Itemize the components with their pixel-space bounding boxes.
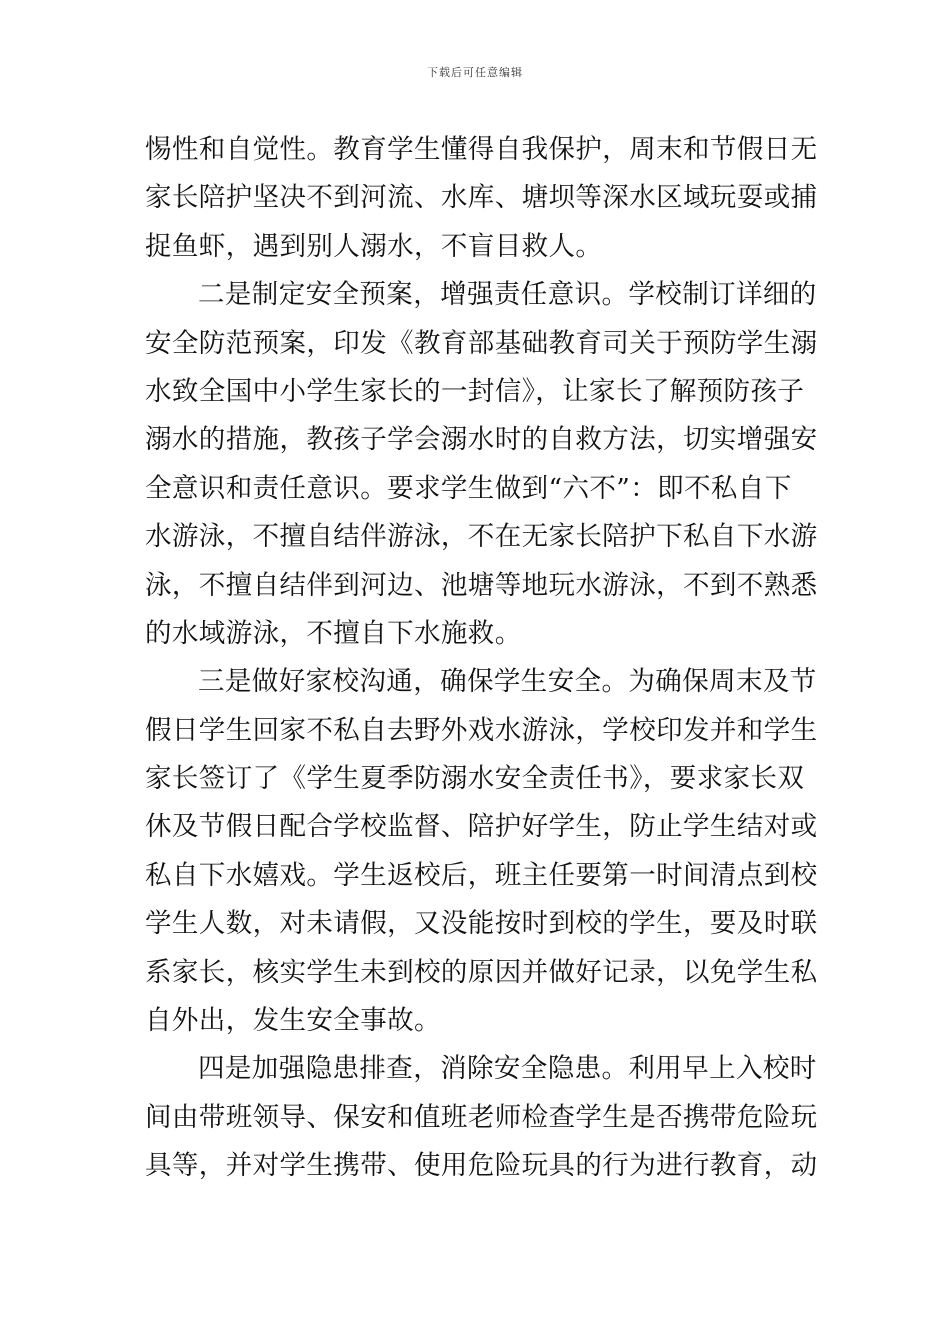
text-line: 自外出，发生安全事故。: [145, 1005, 441, 1037]
text-line: 私自下水嬉戏。学生返校后，班主任要第一时间清点到校: [145, 859, 818, 891]
paragraph-4-first-line: 四是加强隐患排查，消除安全隐患。利用早上入校时: [198, 1053, 817, 1085]
text-line: 水游泳，不擅自结伴游泳，不在无家长陪护下私自下水游: [145, 521, 818, 553]
text-line: 的水域游泳，不擅自下水施救。: [145, 617, 522, 649]
paragraph-2-first-line: 二是制定安全预案，增强责任意识。学校制订详细的: [198, 279, 817, 311]
text-line: 学生人数，对未请假，又没能按时到校的学生，要及时联: [145, 908, 818, 940]
text-line: 全意识和责任意识。要求学生做到“六不”：即不私自下: [145, 472, 792, 504]
text-line: 溺水的措施，教孩子学会溺水时的自救方法，切实增强安: [145, 424, 818, 456]
document-body: [145, 126, 818, 1191]
text-line: 家长签订了《学生夏季防溺水安全责任书》，要求家长双: [145, 763, 805, 795]
text-line: 假日学生回家不私自去野外戏水游泳，学校印发并和学生: [145, 714, 818, 746]
text-line: 安全防范预案，印发《教育部基础教育司关于预防学生溺: [145, 327, 818, 359]
text-line: 系家长，核实学生未到校的原因并做好记录，以免学生私: [145, 956, 818, 988]
text-line: 捉鱼虾，遇到别人溺水，不盲目救人。: [145, 230, 603, 262]
text-line: 水致全国中小学生家长的一封信》，让家长了解预防孩子: [145, 375, 805, 407]
text-line: 泳，不擅自结伴到河边、池塘等地玩水游泳，不到不熟悉: [145, 569, 818, 601]
text-line: 休及节假日配合学校监督、陪护好学生，防止学生结对或: [145, 811, 818, 843]
text-line: 家长陪护坚决不到河流、水库、塘坝等深水区域玩耍或捕: [145, 182, 818, 214]
paragraph-3-first-line: 三是做好家校沟通，确保学生安全。为确保周末及节: [198, 666, 817, 698]
text-line: 具等，并对学生携带、使用危险玩具的行为进行教育，动: [145, 1150, 818, 1182]
page-header: 下载后可任意编辑: [427, 66, 523, 79]
text-line: 间由带班领导、保安和值班老师检查学生是否携带危险玩: [145, 1101, 818, 1133]
text-line: 惕性和自觉性。教育学生懂得自我保护，周末和节假日无: [145, 134, 818, 165]
